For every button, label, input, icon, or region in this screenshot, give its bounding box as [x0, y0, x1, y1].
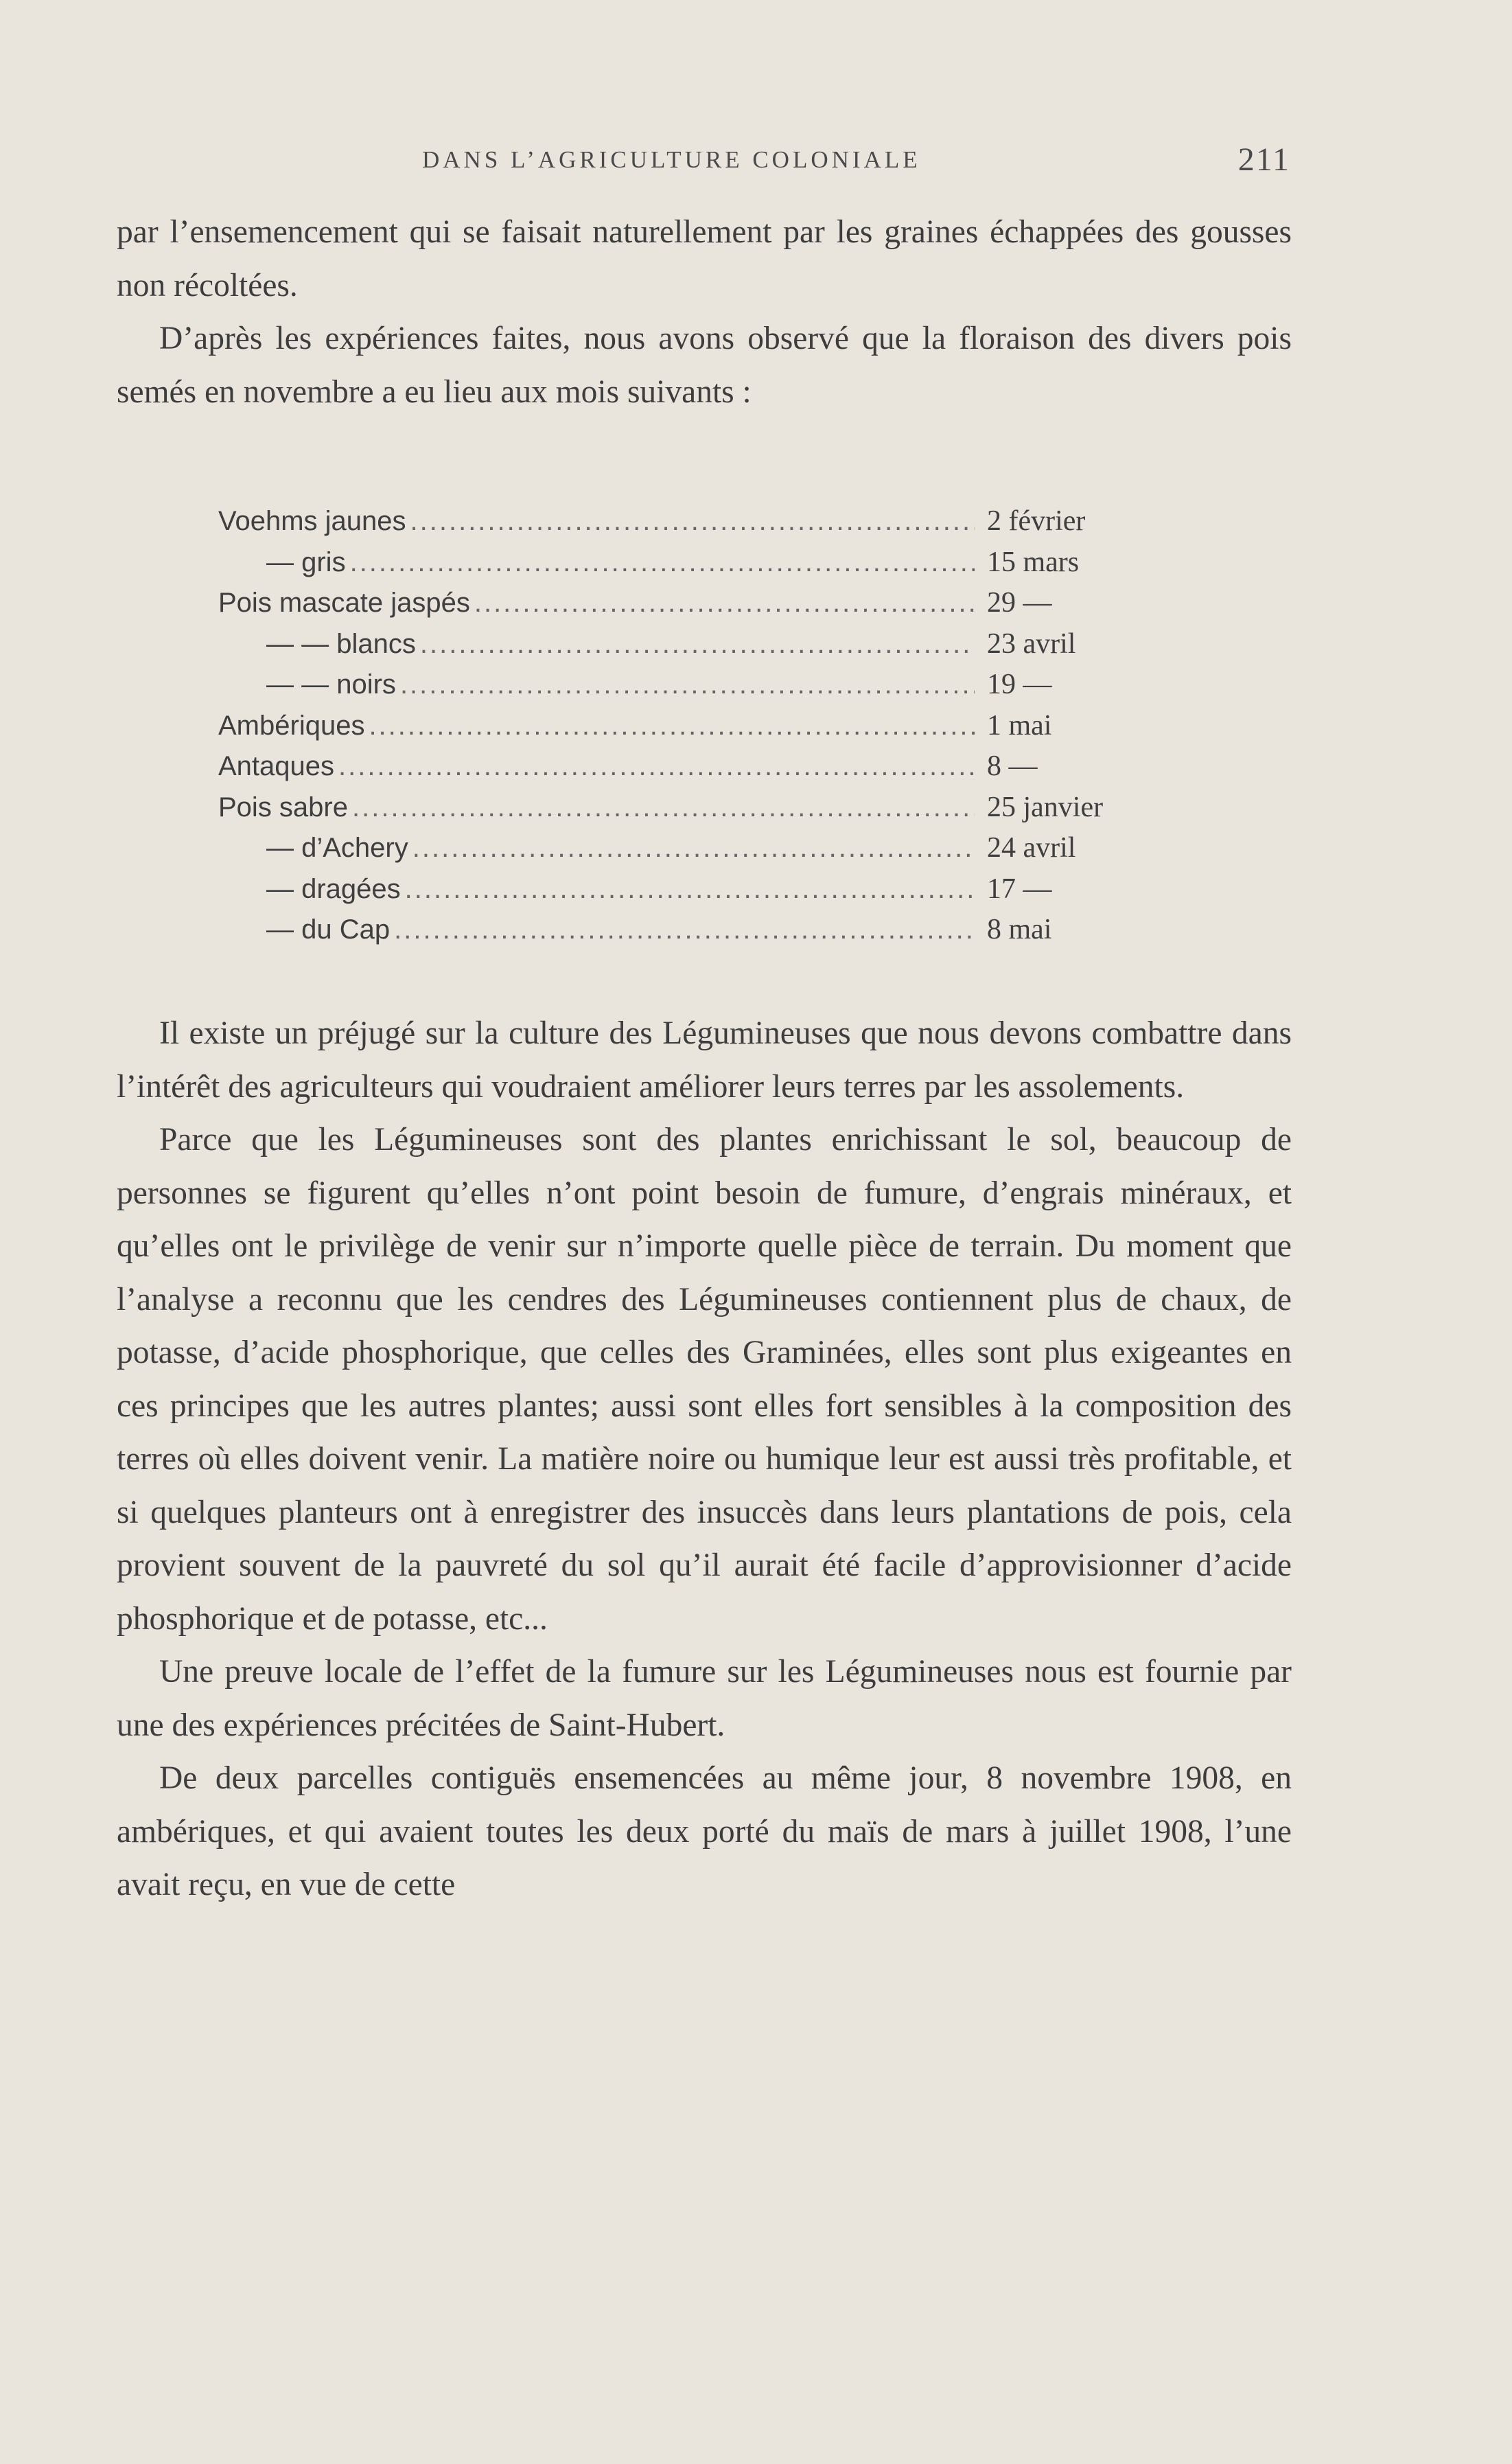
paragraph: Parce que les Légumineuses sont des plantes enrichissant le sol, beaucoup de personnes se figurent qu’elles n’ont point besoin de fumure, d’engrais minéraux, et qu’elles ont le privilège de venir sur n’importe quelle pièce de terrain. Du moment que l’analyse a reconnu que les cendres des Légumineuses contiennent plus de chaux, de potasse, d’acide phosphorique, que celles des Graminées, elles sont plus exigeantes en ces principes que les autres plantes; aussi sont elles fort sensibles à la composition des terres où elles doivent venir. La matière noire ou humique leur est aussi très profitable, et si quelques planteurs ont à enregistrer des insuccès dans leurs plantations de pois, cela provient souvent de la pauvreté du sol qu’il aurait été facile d’approvisionner d’acide phosphorique et de potasse, etc... [117, 1122, 1292, 1637]
plant-name: — dragées [266, 873, 401, 904]
running-title: DANS L’AGRICULTURE COLONIALE [422, 146, 921, 173]
table-row [218, 873, 1193, 914]
table-row [218, 505, 1193, 546]
plant-name: — d’Achery [266, 833, 408, 863]
flowering-date: 2 février [987, 505, 1086, 537]
plant-name: Voehms jaunes [218, 506, 406, 536]
table-row [218, 831, 1193, 873]
flowering-date: 19 — [987, 669, 1052, 700]
flowering-dates-table [218, 505, 1193, 954]
dot-leader [412, 833, 975, 864]
table-row [218, 709, 1193, 750]
plant-name: — du Cap [266, 914, 391, 945]
plant-name: Pois sabre [218, 792, 348, 822]
flowering-date: 8 — [987, 750, 1038, 782]
paragraph: par l’ensemencement qui se faisait naturellement par les graines échappées des gousses non récoltées. [117, 214, 1292, 303]
flowering-date: 15 mars [987, 546, 1080, 578]
flowering-date: 25 janvier [987, 791, 1104, 823]
paragraph: De deux parcelles contiguës ensemencées au même jour, 8 novembre 1908, en ambériques, et qui avaient toutes les deux porté du maïs de mars à juillet 1908, l’une avait reçu, en vue de cette [117, 1760, 1292, 1902]
plant-name: — — noirs [266, 669, 396, 700]
table-row [218, 913, 1193, 954]
paragraph: Il existe un préjugé sur la culture des Légumineuses que nous devons combattre dans l’intérêt des agriculteurs qui voudraient améliorer leurs terres par les assolements. [117, 1015, 1292, 1105]
flowering-date: 29 — [987, 587, 1052, 619]
flowering-date: 8 mai [987, 914, 1052, 945]
dot-leader [474, 588, 975, 619]
dot-leader [410, 506, 975, 537]
plant-name: — — blancs [266, 628, 416, 659]
dot-leader [420, 629, 975, 660]
page-number: 211 [1237, 141, 1290, 178]
flowering-date: 24 avril [987, 832, 1076, 864]
page-header [117, 141, 1290, 182]
dot-leader [405, 874, 975, 905]
dot-leader [352, 792, 975, 823]
plant-name: — gris [266, 546, 346, 577]
dot-leader [394, 914, 975, 945]
dot-leader [350, 547, 975, 578]
dot-leader [369, 711, 975, 741]
body-text-bottom [117, 1007, 1292, 1912]
plant-name: Antaques [218, 751, 335, 781]
table-row [218, 791, 1193, 832]
plant-name: Pois mascate jaspés [218, 588, 470, 618]
table-row [218, 668, 1193, 709]
flowering-date: 23 avril [987, 627, 1076, 660]
dot-leader [400, 669, 975, 700]
paragraph: D’après les expériences faites, nous avons observé que la floraison des divers pois semés en novembre a eu lieu aux mois suivants : [117, 321, 1292, 410]
flowering-date: 1 mai [987, 709, 1052, 741]
flowering-date: 17 — [987, 873, 1052, 905]
paragraph: Une preuve locale de l’effet de la fumure sur les Légumineuses nous est fournie par une des expériences précitées de Saint-Hubert. [117, 1654, 1292, 1743]
table-row [218, 750, 1193, 791]
table-row [218, 546, 1193, 587]
dot-leader [338, 751, 975, 782]
plant-name: Ambériques [218, 710, 365, 741]
body-text-top [117, 206, 1292, 419]
table-row [218, 586, 1193, 627]
table-row [218, 627, 1193, 669]
